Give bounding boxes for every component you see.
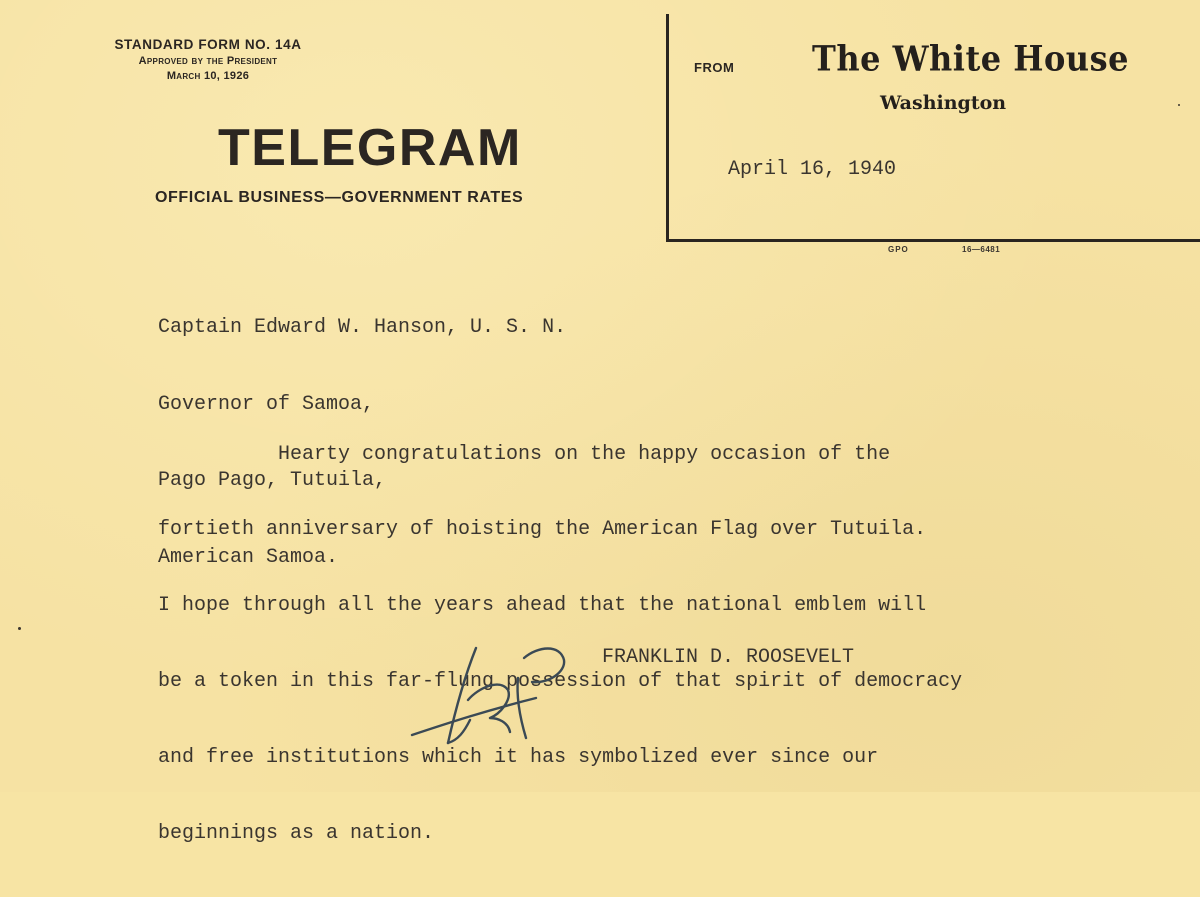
approved-by: Approved by the President: [138, 55, 278, 67]
page-title: TELEGRAM: [218, 119, 522, 177]
paper-speck: [18, 627, 21, 630]
message-line: Hearty congratulations on the happy occasion of the: [158, 442, 891, 466]
address-line: American Samoa.: [158, 545, 339, 569]
address-line: Pago Pago, Tutuila,: [158, 469, 387, 492]
paper-speck: [1178, 104, 1180, 106]
form-header: [70, 36, 346, 84]
message-line: be a token in this far-flung possession of that spirit of democracy: [158, 670, 963, 694]
signature-initials: [408, 628, 578, 753]
address-line: Governor of Samoa,: [158, 392, 375, 416]
address-line: Captain Edward W. Hanson, U. S. N.: [158, 316, 567, 339]
approved-date: March 10, 1926: [166, 70, 250, 82]
sender-location: Washington: [880, 92, 1007, 114]
message-line: I hope through all the years ahead that the national emblem will: [158, 594, 927, 618]
telegram-date: April 16, 1940: [728, 158, 897, 181]
page-subtitle: OFFICIAL BUSINESS—GOVERNMENT RATES: [155, 189, 524, 206]
message-line: and free institutions which it has symbolized ever since our: [158, 746, 879, 770]
from-label: FROM: [694, 60, 735, 75]
form-code: 16—6481: [962, 245, 1001, 254]
signature-name: FRANKLIN D. ROOSEVELT: [602, 646, 855, 669]
printer-mark: GPO: [888, 245, 909, 254]
message-line: beginnings as a nation.: [158, 822, 435, 846]
form-number: STANDARD FORM NO. 14A: [114, 37, 302, 52]
message-line: fortieth anniversary of hoisting the American Flag over Tutuila.: [158, 518, 927, 542]
sender-letterhead: The White House: [812, 38, 1129, 80]
